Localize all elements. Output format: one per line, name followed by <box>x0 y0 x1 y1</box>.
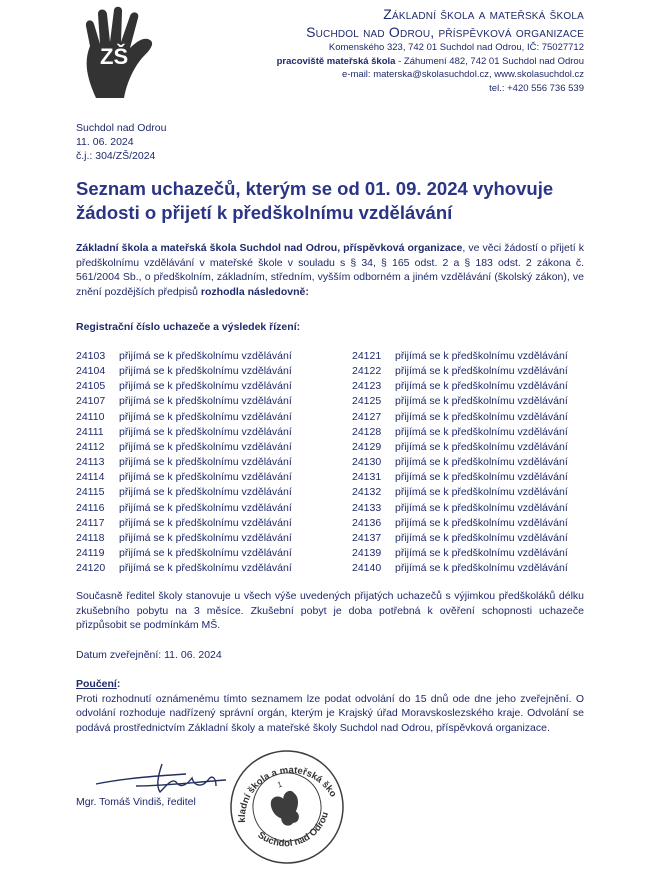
applicant-code: 24127 <box>352 410 382 423</box>
notice-heading-colon: : <box>116 678 121 690</box>
applicant-result: přijímá se k předškolnímu vzdělávání <box>119 486 292 499</box>
school-name-line2: Suchdol nad Odrou, příspěvková organizace <box>306 24 584 40</box>
applicant-row <box>76 561 292 576</box>
school-hand-logo <box>76 6 166 101</box>
applicant-code: 24103 <box>76 350 106 362</box>
applicant-result: přijímá se k předškolnímu vzdělávání <box>119 440 292 453</box>
applicant-row <box>352 379 568 394</box>
applicant-code: 24120 <box>76 562 106 575</box>
branch-address-line <box>277 55 584 69</box>
intro-paragraph <box>76 241 584 299</box>
applicants-left-column <box>76 349 292 576</box>
applicant-code: 24140 <box>352 562 382 575</box>
trial-note: Současně ředitel školy stanovuje u všech výše uvedených přijatých uchazečů s výjimkou předškoláků délku zkušebního pobytu na 3 měsíce. Zkušební pobyt je doba potřebná k ověření schopnosti uchazeče přizpůsobit se podmínkám MŠ. <box>76 590 584 631</box>
notice-heading: Poučení <box>76 678 117 690</box>
applicant-code: 24116 <box>76 501 105 514</box>
applicant-result: přijímá se k předškolnímu vzdělávání <box>119 350 292 362</box>
logo-text: ZŠ <box>100 44 129 69</box>
applicant-row <box>76 379 292 394</box>
intro-text: , ve věci žádostí o přijetí k předškolnímu vzdělávání v mateřské škole v souladu s § 34, § 165 odst. 2 a § 183 odst. 2 zákona č. 561/2004 Sb., o předškolním, základním, středním, vyšším odborném a jiném vzdělávání (školský zákon), ve znění pozdějších předpisů <box>76 242 584 298</box>
stamp-number: 1 <box>276 779 284 790</box>
notice-section <box>76 677 584 735</box>
applicant-result: přijímá se k předškolnímu vzdělávání <box>395 486 568 499</box>
applicant-row <box>352 440 568 455</box>
applicant-result: přijímá se k předškolnímu vzdělávání <box>395 531 568 544</box>
applicant-code: 24122 <box>352 365 382 378</box>
publication-date: Datum zveřejnění: 11. 06. 2024 <box>76 649 222 661</box>
applicant-row <box>352 364 568 379</box>
applicant-row <box>352 485 568 500</box>
applicant-code: 24133 <box>352 501 382 514</box>
applicant-code: 24137 <box>352 531 382 544</box>
school-phone: tel.: +420 556 736 539 <box>489 82 584 94</box>
applicant-row <box>352 394 568 409</box>
document-meta <box>76 121 166 163</box>
applicant-code: 24112 <box>76 440 105 453</box>
applicant-code: 24139 <box>352 547 382 560</box>
applicant-result: přijímá se k předškolnímu vzdělávání <box>119 456 292 469</box>
applicant-code: 24121 <box>352 350 382 362</box>
applicant-row <box>352 546 568 561</box>
school-address: Komenského 323, 742 01 Suchdol nad Odrou, IČ: 75027712 <box>328 42 584 53</box>
school-stamp <box>228 748 346 866</box>
applicant-code: 24128 <box>352 425 382 438</box>
applicant-result: přijímá se k předškolnímu vzdělávání <box>395 562 568 575</box>
applicant-result: přijímá se k předškolnímu vzdělávání <box>119 547 292 560</box>
applicant-result: přijímá se k předškolnímu vzdělávání <box>395 471 568 484</box>
applicant-row <box>76 394 292 409</box>
applicant-code: 24118 <box>76 531 105 544</box>
registry-heading: Registrační číslo uchazeče a výsledek řízení: <box>76 321 301 333</box>
applicant-code: 24132 <box>352 486 382 499</box>
applicant-result: přijímá se k předškolnímu vzdělávání <box>119 516 292 529</box>
applicant-result: přijímá se k předškolnímu vzdělávání <box>395 547 568 560</box>
applicant-code: 24104 <box>76 365 106 378</box>
branch-label: pracoviště mateřská škola <box>276 55 396 67</box>
applicant-row <box>352 455 568 470</box>
applicant-code: 24115 <box>76 486 105 499</box>
applicant-code: 24129 <box>352 440 382 453</box>
applicant-result: přijímá se k předškolnímu vzdělávání <box>395 425 568 438</box>
applicant-result: přijímá se k předškolnímu vzdělávání <box>395 350 568 362</box>
applicant-result: přijímá se k předškolnímu vzdělávání <box>119 365 292 378</box>
stamp-bottom-text: Suchdol nad Odrou <box>255 810 332 850</box>
applicant-row <box>352 501 568 516</box>
applicant-row <box>76 455 292 470</box>
applicant-code: 24125 <box>352 395 382 408</box>
applicant-result: přijímá se k předškolnímu vzdělávání <box>395 456 568 469</box>
applicant-result: přijímá se k předškolnímu vzdělávání <box>119 501 292 514</box>
applicant-row <box>76 364 292 379</box>
applicant-code: 24105 <box>76 380 106 393</box>
applicant-row <box>76 410 292 425</box>
school-header <box>277 5 584 95</box>
applicant-result: přijímá se k předškolnímu vzdělávání <box>395 501 568 514</box>
applicant-row <box>352 561 568 576</box>
title-line2: žádosti o přijetí k předškolnímu vzdělávání <box>76 202 453 223</box>
document-title <box>76 177 606 225</box>
applicant-result: přijímá se k předškolnímu vzdělávání <box>119 531 292 544</box>
applicant-result: přijímá se k předškolnímu vzdělávání <box>119 471 292 484</box>
applicant-row <box>76 440 292 455</box>
applicant-row <box>352 470 568 485</box>
notice-heading-line <box>76 677 584 692</box>
applicant-row <box>76 485 292 500</box>
applicant-result: přijímá se k předškolnímu vzdělávání <box>395 395 568 408</box>
applicant-result: přijímá se k předškolnímu vzdělávání <box>395 410 568 423</box>
applicant-row <box>76 501 292 516</box>
school-name-line1: Základní škola a mateřská škola <box>383 6 584 22</box>
meta-date: 11. 06. 2024 <box>76 136 134 148</box>
applicant-row <box>352 425 568 440</box>
meta-ref: č.j.: 304/ZŠ/2024 <box>76 150 156 162</box>
stamp-lion-emblem <box>268 789 305 829</box>
applicant-result: přijímá se k předškolnímu vzdělávání <box>395 380 568 393</box>
applicant-result: přijímá se k předškolnímu vzdělávání <box>119 380 292 393</box>
school-contact: e-mail: materska@skolasuchdol.cz, www.skolasuchdol.cz <box>342 69 584 80</box>
applicant-row <box>352 531 568 546</box>
applicant-result: přijímá se k předškolnímu vzdělávání <box>395 440 568 453</box>
applicants-right-column <box>352 349 568 576</box>
applicant-row <box>76 349 292 364</box>
applicant-code: 24113 <box>76 456 105 469</box>
applicant-result: přijímá se k předškolnímu vzdělávání <box>395 516 568 529</box>
branch-address: - Záhumení 482, 742 01 Suchdol nad Odrou <box>395 55 584 67</box>
applicant-code: 24119 <box>76 547 105 560</box>
applicant-code: 24111 <box>76 425 104 438</box>
applicant-row <box>76 470 292 485</box>
applicant-row <box>76 546 292 561</box>
applicant-result: přijímá se k předškolnímu vzdělávání <box>119 395 292 408</box>
applicant-row <box>76 531 292 546</box>
applicant-row <box>352 349 568 364</box>
applicant-code: 24117 <box>76 516 105 529</box>
notice-text: Proti rozhodnutí oznámenému tímto seznamem lze podat odvolání do 15 dnů ode dne jeho zveřejnění. O odvolání rozhoduje nadřízený správní orgán, kterým je Krajský úřad Moravskoslezského kraje. Odvolání se podává prostřednictvím Základní školy a mateřské školy Suchdol nad Odrou, příspěvková organizace. <box>76 692 584 734</box>
applicant-code: 24136 <box>352 516 382 529</box>
applicant-code: 24131 <box>352 471 382 484</box>
signer-name: Mgr. Tomáš Vindiš, ředitel <box>76 796 196 808</box>
applicant-result: přijímá se k předškolnímu vzdělávání <box>119 562 292 575</box>
applicant-row <box>76 425 292 440</box>
applicant-code: 24130 <box>352 456 382 469</box>
applicant-result: přijímá se k předškolnímu vzdělávání <box>119 410 292 423</box>
title-line1: Seznam uchazečů, kterým se od 01. 09. 2024 vyhovuje <box>76 178 554 199</box>
intro-decision: rozhodla následovně: <box>200 285 309 298</box>
applicant-row <box>76 516 292 531</box>
applicant-code: 24107 <box>76 395 106 408</box>
meta-place: Suchdol nad Odrou <box>76 122 167 134</box>
applicant-result: přijímá se k předškolnímu vzdělávání <box>119 425 292 438</box>
applicant-code: 24114 <box>76 471 105 484</box>
stamp-top-text: Základní škola a mateřská škola <box>236 764 339 823</box>
applicant-row <box>352 516 568 531</box>
applicant-code: 24123 <box>352 380 382 393</box>
applicant-row <box>352 410 568 425</box>
applicant-result: přijímá se k předškolnímu vzdělávání <box>395 365 568 378</box>
applicant-code: 24110 <box>76 410 105 423</box>
intro-org: Základní škola a mateřská škola Suchdol nad Odrou, příspěvková organizace <box>76 242 463 254</box>
